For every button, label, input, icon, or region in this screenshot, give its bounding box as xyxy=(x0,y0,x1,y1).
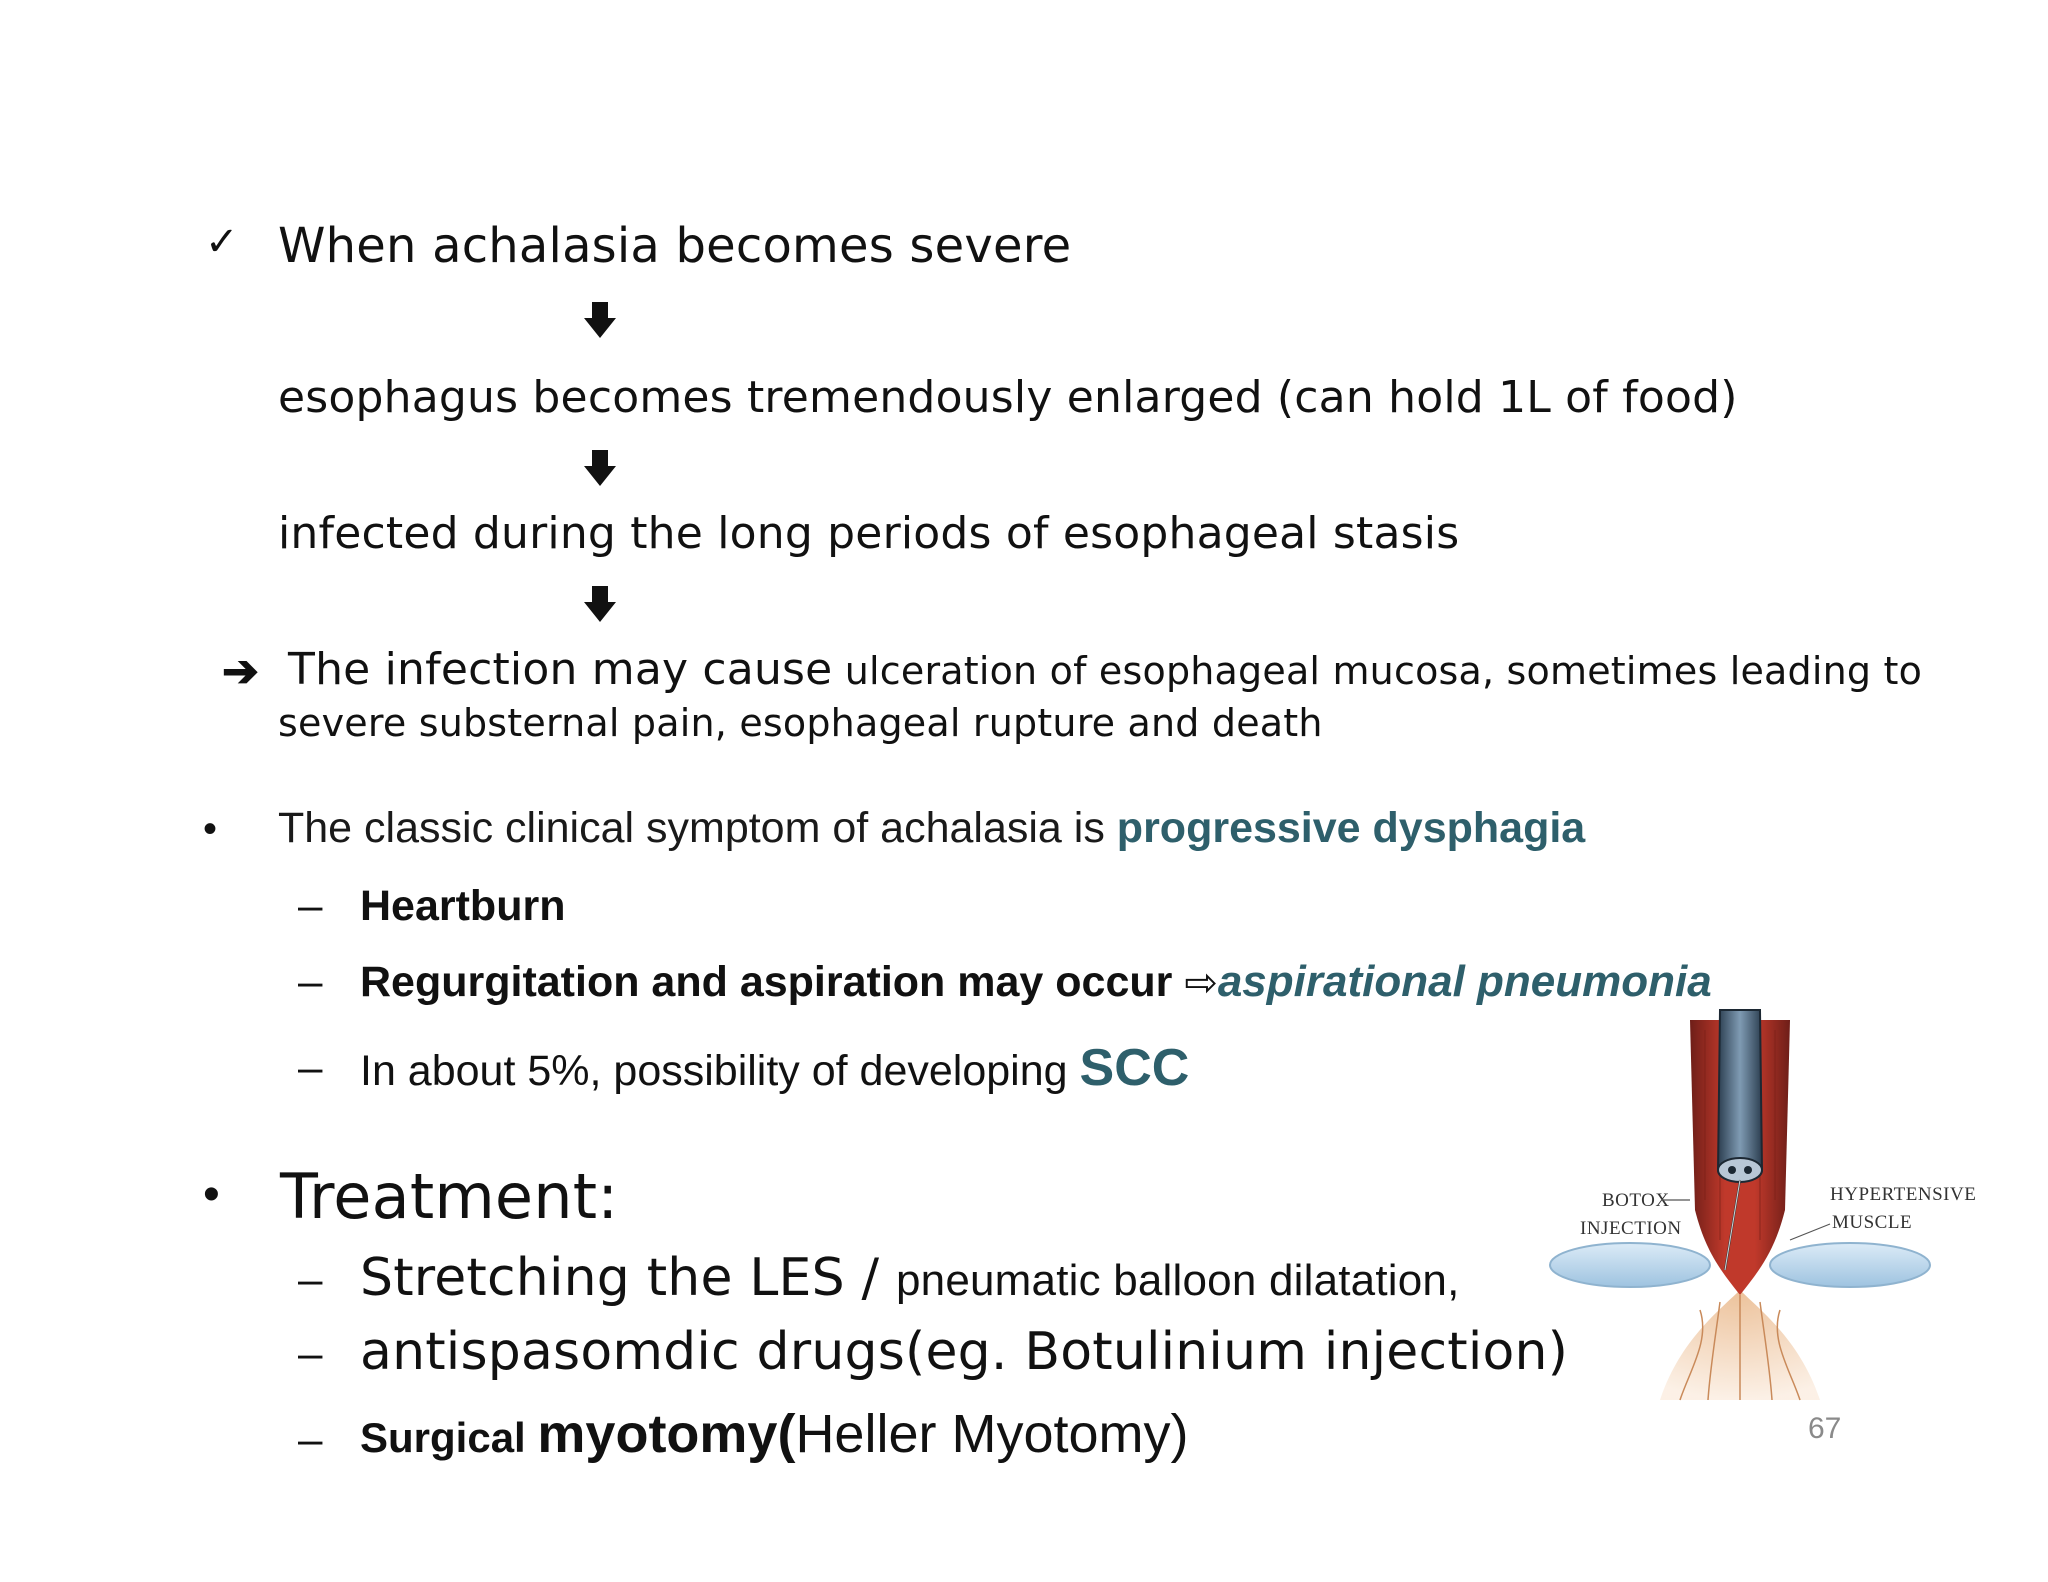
page-number: 67 xyxy=(1808,1412,1842,1445)
sub-heartburn: Heartburn xyxy=(360,882,566,930)
illus-label-injection: INJECTION xyxy=(1580,1218,1682,1239)
scc-accent: SCC xyxy=(1079,1039,1190,1097)
illus-label-hypertensive: HYPERTENSIVE xyxy=(1830,1184,1977,1205)
line-infected: infected during the long periods of esophageal stasis xyxy=(278,508,1460,559)
surgical-normal: Heller Myotomy) xyxy=(795,1404,1189,1464)
treatment-surgical xyxy=(360,1400,1189,1482)
sub-regurgitation xyxy=(360,954,1712,1011)
check-mark-icon: ✓ xyxy=(205,220,239,264)
surgical-small: Surgical xyxy=(360,1414,538,1461)
infection-cause-large: The infection may cause xyxy=(288,644,833,695)
right-arrow-icon: ➔ xyxy=(222,647,259,696)
symptom-line xyxy=(278,800,1585,856)
regurg-accent: aspirational pneumonia xyxy=(1217,957,1712,1006)
line-severe: When achalasia becomes severe xyxy=(278,218,1072,274)
line-infection-cont: severe substernal pain, esophageal rupture and death xyxy=(278,701,1323,745)
bullet-icon: • xyxy=(203,1168,220,1221)
dash-icon: – xyxy=(298,1043,323,1092)
line-enlarged: esophagus becomes tremendously enlarged (can hold 1L of food) xyxy=(278,372,1738,423)
dash-icon: – xyxy=(298,1255,323,1304)
scc-text: In about 5%, possibility of developing xyxy=(360,1047,1080,1095)
infection-cause-small: ulceration of esophageal mucosa, sometimes leading to xyxy=(832,649,1923,693)
down-arrow-icon xyxy=(582,448,618,497)
treatment-drugs: antispasomdic drugs(eg. Botulinium injection) xyxy=(360,1322,1569,1382)
treatment-stretching xyxy=(360,1246,1460,1313)
stretching-large: Stretching the LES / xyxy=(360,1248,896,1308)
dash-icon: – xyxy=(298,881,323,930)
stretching-small: pneumatic balloon dilatation, xyxy=(895,1256,1460,1305)
regurg-text: Regurgitation and aspiration may occur xyxy=(360,958,1185,1006)
dash-icon: – xyxy=(298,957,323,1006)
botox-injection-illustration xyxy=(1540,1010,1977,1410)
bullet-icon: • xyxy=(203,807,218,851)
line-infection-cause xyxy=(288,642,1922,699)
dash-icon: – xyxy=(298,1415,323,1464)
illus-label-botox: BOTOX xyxy=(1602,1190,1670,1211)
treatment-heading: Treatment: xyxy=(280,1160,619,1233)
sub-scc xyxy=(360,1038,1189,1101)
down-arrow-icon xyxy=(582,584,618,633)
illus-label-muscle: MUSCLE xyxy=(1832,1212,1913,1233)
dash-icon: – xyxy=(298,1329,323,1378)
symptom-text: The classic clinical symptom of achalasia is xyxy=(278,804,1117,852)
down-arrow-icon xyxy=(582,300,618,349)
surgical-bold: myotomy( xyxy=(537,1404,796,1464)
open-right-arrow-icon: ⇨ xyxy=(1184,961,1218,1005)
symptom-accent: progressive dysphagia xyxy=(1116,804,1586,852)
